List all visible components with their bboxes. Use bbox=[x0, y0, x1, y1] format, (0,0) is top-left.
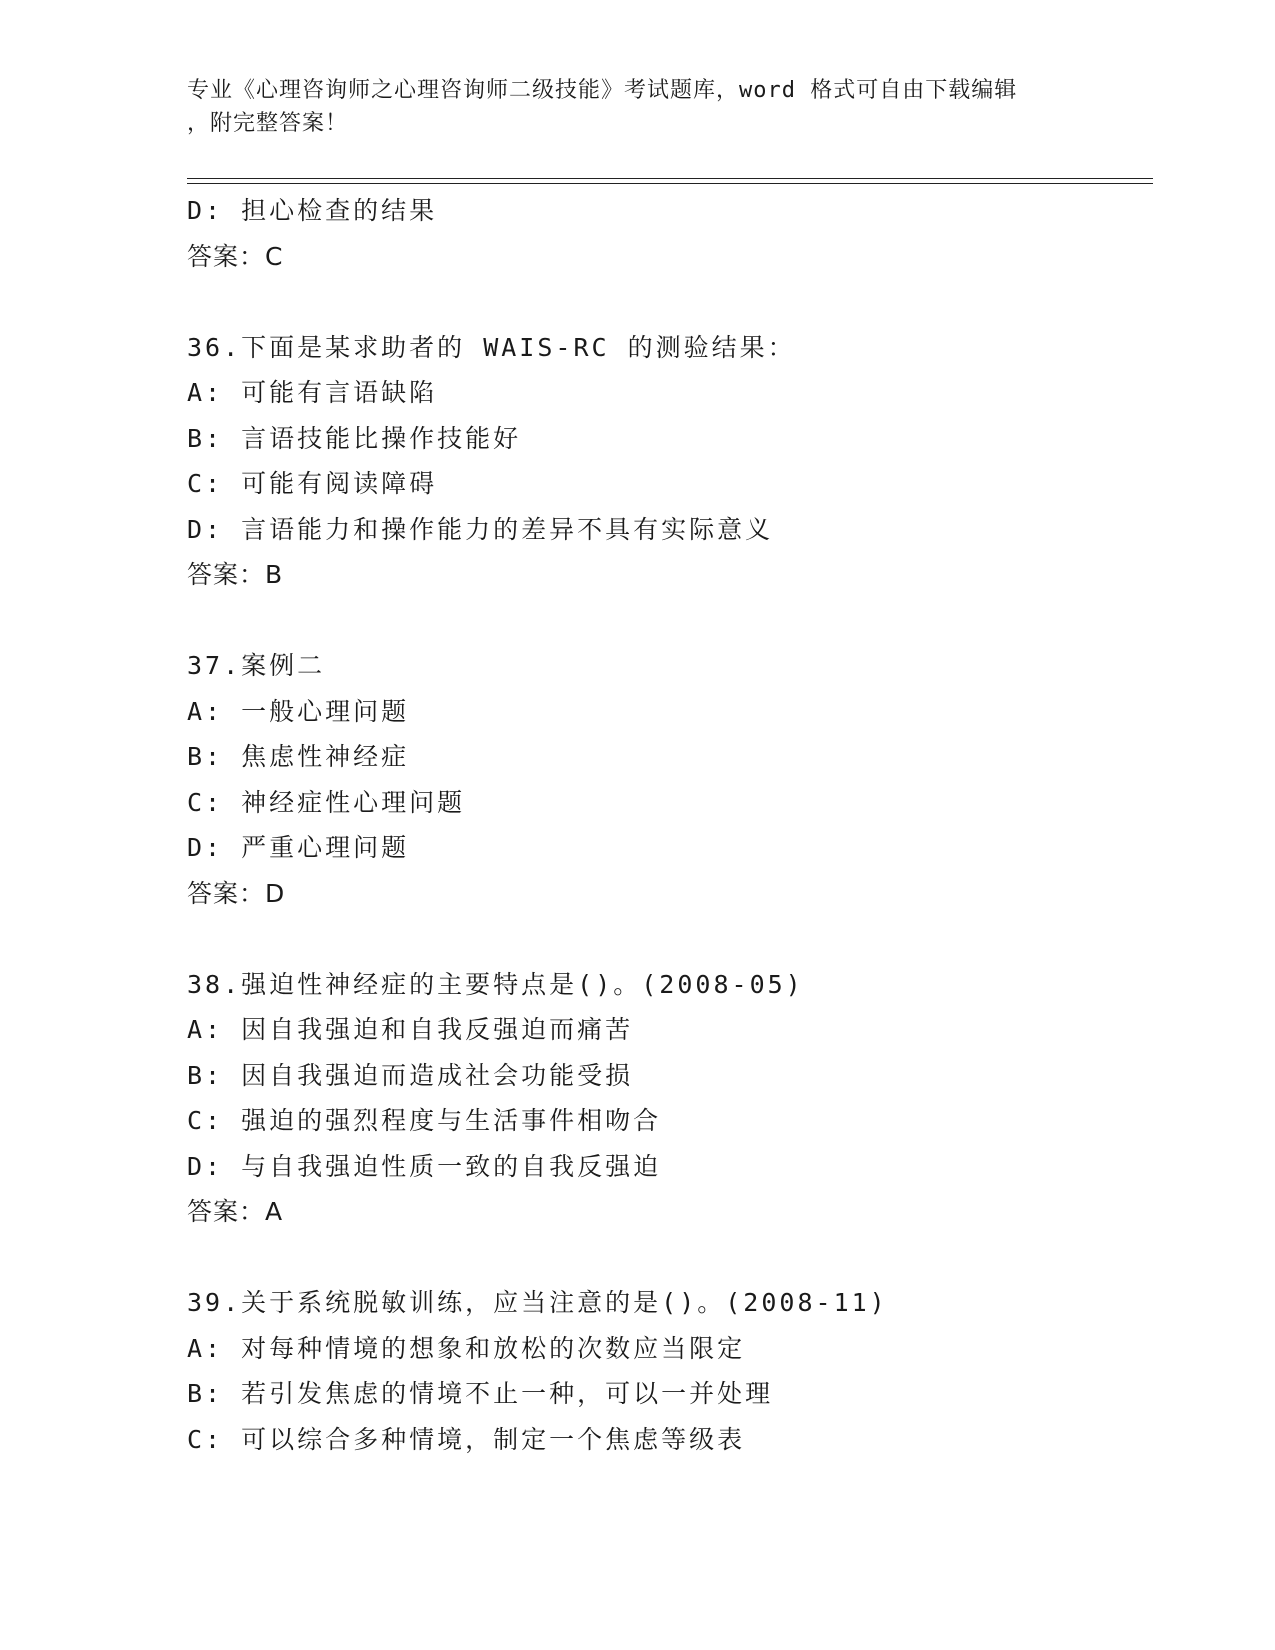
document-header bbox=[187, 74, 1087, 140]
question-39 bbox=[187, 1280, 1147, 1462]
prev-answer: 答案：C bbox=[187, 241, 284, 271]
question-38 bbox=[187, 962, 1147, 1235]
header-title-line2: ，附完整答案！ bbox=[187, 111, 349, 136]
option-b: B: 焦虑性神经症 bbox=[187, 742, 410, 771]
question-stem: 37.案例二 bbox=[187, 651, 326, 680]
question-stem: 36.下面是某求助者的 WAIS-RC 的测验结果： bbox=[187, 332, 796, 362]
option-c: C: 神经症性心理问题 bbox=[187, 787, 466, 817]
option-d: D: 与自我强迫性质一致的自我反强迫 bbox=[187, 1151, 662, 1181]
question-37 bbox=[187, 643, 1147, 916]
option-d: D: 严重心理问题 bbox=[187, 833, 410, 862]
option-c: C: 可能有阅读障碍 bbox=[187, 469, 438, 498]
answer: 答案：B bbox=[187, 560, 284, 589]
answer: 答案：D bbox=[187, 878, 286, 908]
option-c: C: 强迫的强烈程度与生活事件相吻合 bbox=[187, 1106, 662, 1135]
answer: 答案：A bbox=[187, 1197, 284, 1226]
header-title-line1: 专业《心理咨询师之心理咨询师二级技能》考试题库，word 格式可自由下载编辑 bbox=[187, 78, 1018, 103]
option-b: B: 若引发焦虑的情境不止一种，可以一并处理 bbox=[187, 1379, 774, 1408]
option-a: A: 因自我强迫和自我反强迫而痛苦 bbox=[187, 1015, 634, 1044]
option-a: A: 对每种情境的想象和放松的次数应当限定 bbox=[187, 1333, 746, 1363]
question-36 bbox=[187, 325, 1147, 598]
header-divider-bottom bbox=[187, 183, 1153, 184]
prev-option-d: D: 担心检查的结果 bbox=[187, 196, 438, 225]
option-b: B: 言语技能比操作技能好 bbox=[187, 423, 522, 453]
question-list bbox=[187, 188, 1147, 1462]
option-b: B: 因自我强迫而造成社会功能受损 bbox=[187, 1060, 634, 1090]
option-d: D: 言语能力和操作能力的差异不具有实际意义 bbox=[187, 514, 774, 544]
option-a: A: 可能有言语缺陷 bbox=[187, 378, 438, 407]
option-a: A: 一般心理问题 bbox=[187, 696, 410, 726]
option-c: C: 可以综合多种情境，制定一个焦虑等级表 bbox=[187, 1424, 746, 1454]
question-stem: 39.关于系统脱敏训练，应当注意的是()。(2008-11) bbox=[187, 1288, 888, 1317]
header-divider-top bbox=[187, 178, 1153, 179]
question-stem: 38.强迫性神经症的主要特点是()。(2008-05) bbox=[187, 969, 804, 999]
